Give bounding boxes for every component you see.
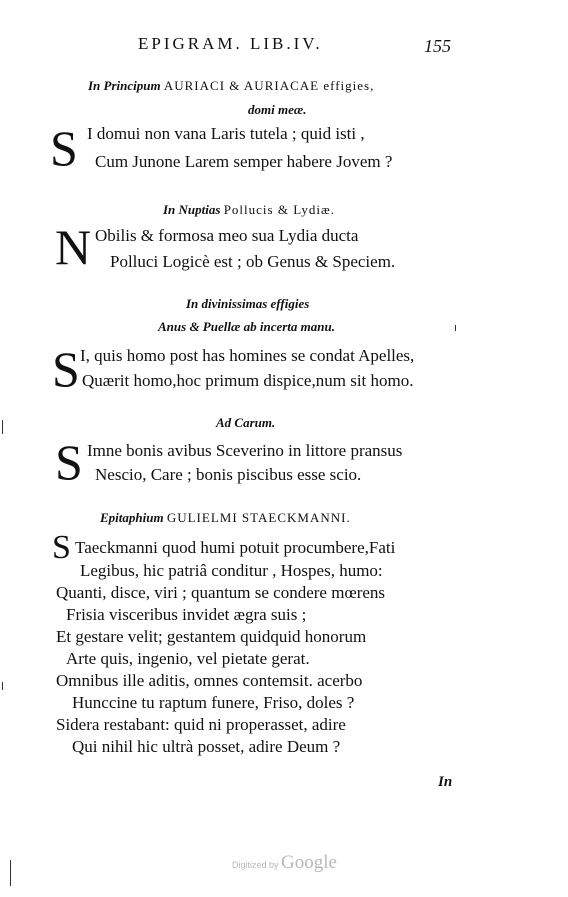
verse-line: Cum Junone Larem semper habere Jovem ? — [95, 152, 393, 171]
poem-4-title: Ad Carum. — [216, 415, 276, 430]
verse-line: Frisia visceribus invidet ægra suis ; — [66, 605, 307, 624]
verse-line: Nescio, Care ; bonis piscibus esse scio. — [95, 465, 362, 484]
running-title: EPIGRAM. LIB.IV. — [138, 34, 323, 53]
verse-line: Qui nihil hic ultrà posset, adire Deum ? — [72, 737, 341, 756]
verse-line: Quanti, disce, viri ; quantum se condere mœrens — [56, 583, 386, 602]
poem-1-title: In Principum AURIACI & AURIACAE effigies, — [88, 78, 375, 93]
verse-line: Et gestare velit; gestantem quidquid honorum — [56, 627, 367, 646]
poem-5-title: Epitaphium GULIELMI STAECKMANNI. — [100, 510, 351, 525]
verse-line: Quærit homo,hoc primum dispice,num sit homo. — [82, 371, 414, 390]
drop-cap: N — [55, 219, 92, 275]
verse-line: Arte quis, ingenio, vel pietate gerat. — [66, 649, 310, 668]
watermark-brand: Google — [281, 852, 337, 873]
poem-1-title-line2: domi meæ. — [248, 102, 307, 117]
catchword: In — [438, 774, 453, 790]
verse-line: Polluci Logicè est ; ob Genus & Speciem. — [110, 252, 396, 271]
verse-line: Omnibus ille aditis, omnes contemsit. acerbo — [56, 671, 363, 690]
verse-line: Imne bonis avibus Sceverino in littore pransus — [87, 441, 403, 460]
scan-mark — [2, 420, 3, 434]
poem-3-title-line2: Anus & Puellæ ab incerta manu. — [158, 319, 335, 334]
verse-line: Legibus, hic patriâ conditur , Hospes, humo: — [80, 561, 383, 580]
drop-cap: S — [52, 341, 80, 397]
poem-2-title: In Nuptias Pollucis & Lydiæ. — [163, 202, 335, 217]
verse-line: I, quis homo post has homines se condat Apelles, — [80, 346, 415, 365]
drop-cap: S — [52, 529, 71, 566]
verse-line: Sidera restabant: quid ni properasset, adire — [56, 715, 346, 734]
watermark — [232, 852, 337, 874]
drop-cap: S — [50, 120, 78, 176]
drop-cap: S — [55, 434, 83, 490]
verse-line: I domui non vana Laris tutela ; quid isti , — [87, 124, 365, 143]
scan-mark — [2, 682, 3, 690]
verse-line: Obilis & formosa meo sua Lydia ducta — [95, 226, 359, 245]
poem-3-title: In divinissimas effigies — [186, 296, 310, 311]
page-number: 155 — [424, 36, 451, 56]
scan-mark — [10, 860, 11, 886]
verse-line: Hunccine tu raptum funere, Friso, doles ? — [72, 693, 355, 712]
watermark-small: Digitized by — [232, 860, 279, 870]
verse-line: Taeckmanni quod humi potuit procumbere,Fati — [75, 538, 396, 557]
scan-mark — [455, 325, 456, 331]
